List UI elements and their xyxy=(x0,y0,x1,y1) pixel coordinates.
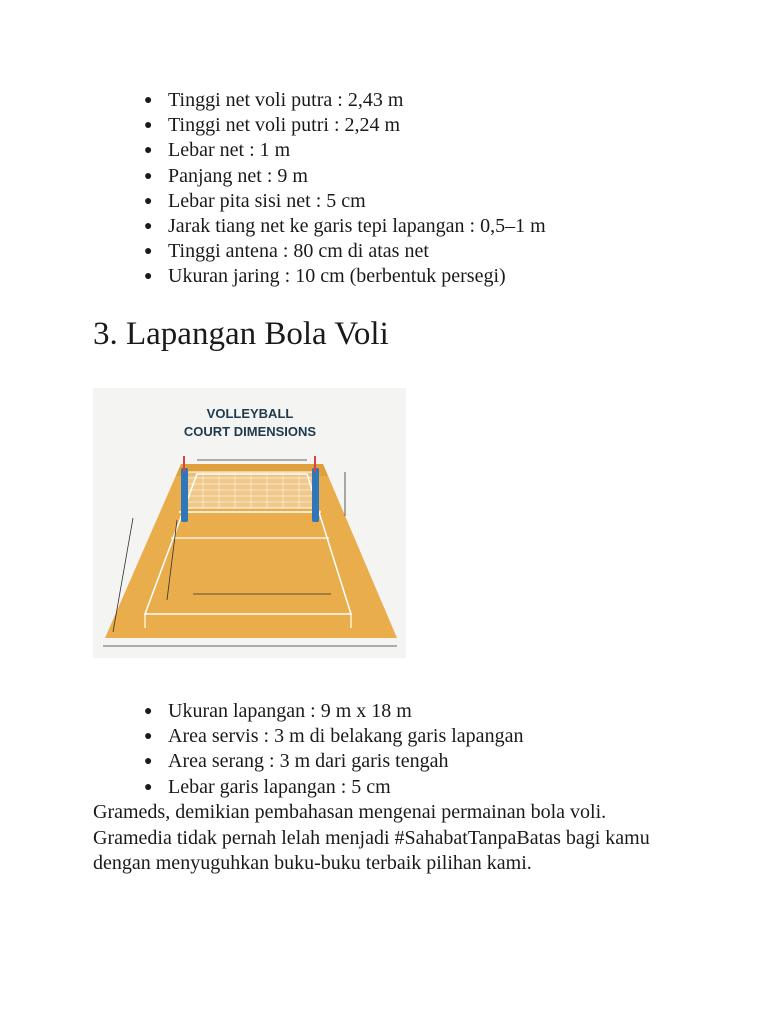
list-item-text: Tinggi net voli putri : 2,24 m xyxy=(168,114,401,137)
bullet-icon: ● xyxy=(144,143,153,159)
list-item-text: Ukuran lapangan : 9 m x 18 m xyxy=(168,700,412,722)
list-item xyxy=(140,775,523,800)
list-item-text: Lebar garis lapangan : 5 cm xyxy=(168,775,391,798)
list-item xyxy=(140,239,546,264)
list-item xyxy=(140,113,546,138)
list-item xyxy=(140,264,546,289)
bullet-icon: ● xyxy=(144,754,153,770)
net xyxy=(187,472,313,508)
list-item-text: Tinggi antena : 80 cm di atas net xyxy=(168,240,429,263)
court-specifications-list xyxy=(140,699,523,800)
list-item-text: Jarak tiang net ke garis tepi lapangan : 0,5–1 m xyxy=(168,215,546,238)
bullet-icon: ● xyxy=(144,244,153,260)
volleyball-court-diagram xyxy=(93,388,406,658)
list-item-text: Panjang net : 9 m xyxy=(168,164,308,187)
list-item-text: Area servis : 3 m di belakang garis lapangan xyxy=(168,725,524,748)
court-illustration xyxy=(93,388,406,658)
list-item xyxy=(140,88,546,113)
bullet-icon: ● xyxy=(144,118,153,134)
list-item-text: Ukuran jaring : 10 cm (berbentuk persegi) xyxy=(168,265,506,288)
bullet-icon: ● xyxy=(144,168,153,184)
bullet-icon: ● xyxy=(144,704,153,719)
section-heading: 3. Lapangan Bola Voli xyxy=(93,316,389,352)
list-item xyxy=(140,699,523,724)
bullet-icon: ● xyxy=(144,269,153,285)
list-item xyxy=(140,749,523,774)
net-post-left xyxy=(181,468,188,522)
diagram-title-line1: VOLLEYBALL xyxy=(206,406,294,421)
list-item xyxy=(140,164,546,189)
bullet-icon: ● xyxy=(144,93,153,108)
bullet-icon: ● xyxy=(144,729,153,745)
net-specifications-list xyxy=(140,88,546,290)
list-item xyxy=(140,189,546,214)
bullet-icon: ● xyxy=(144,219,153,235)
list-item-text: Lebar net : 1 m xyxy=(168,139,291,162)
list-item-text: Tinggi net voli putra : 2,43 m xyxy=(168,89,404,111)
bullet-icon: ● xyxy=(144,193,153,209)
bullet-icon: ● xyxy=(144,779,153,795)
diagram-title-line2: COURT DIMENSIONS xyxy=(183,424,317,439)
list-item-text: Lebar pita sisi net : 5 cm xyxy=(168,189,366,212)
net-post-right xyxy=(312,468,319,522)
list-item xyxy=(140,724,523,749)
list-item-text: Area serang : 3 m dari garis tengah xyxy=(168,750,449,773)
list-item xyxy=(140,214,546,239)
list-item xyxy=(140,138,546,163)
closing-paragraph: Grameds, demikian pembahasan mengenai permainan bola voli. Gramedia tidak pernah lelah menjadi #SahabatTanpaBatas bagi kamu dengan menyuguhkan buku-buku terbaik pilihan kami. xyxy=(93,801,650,874)
